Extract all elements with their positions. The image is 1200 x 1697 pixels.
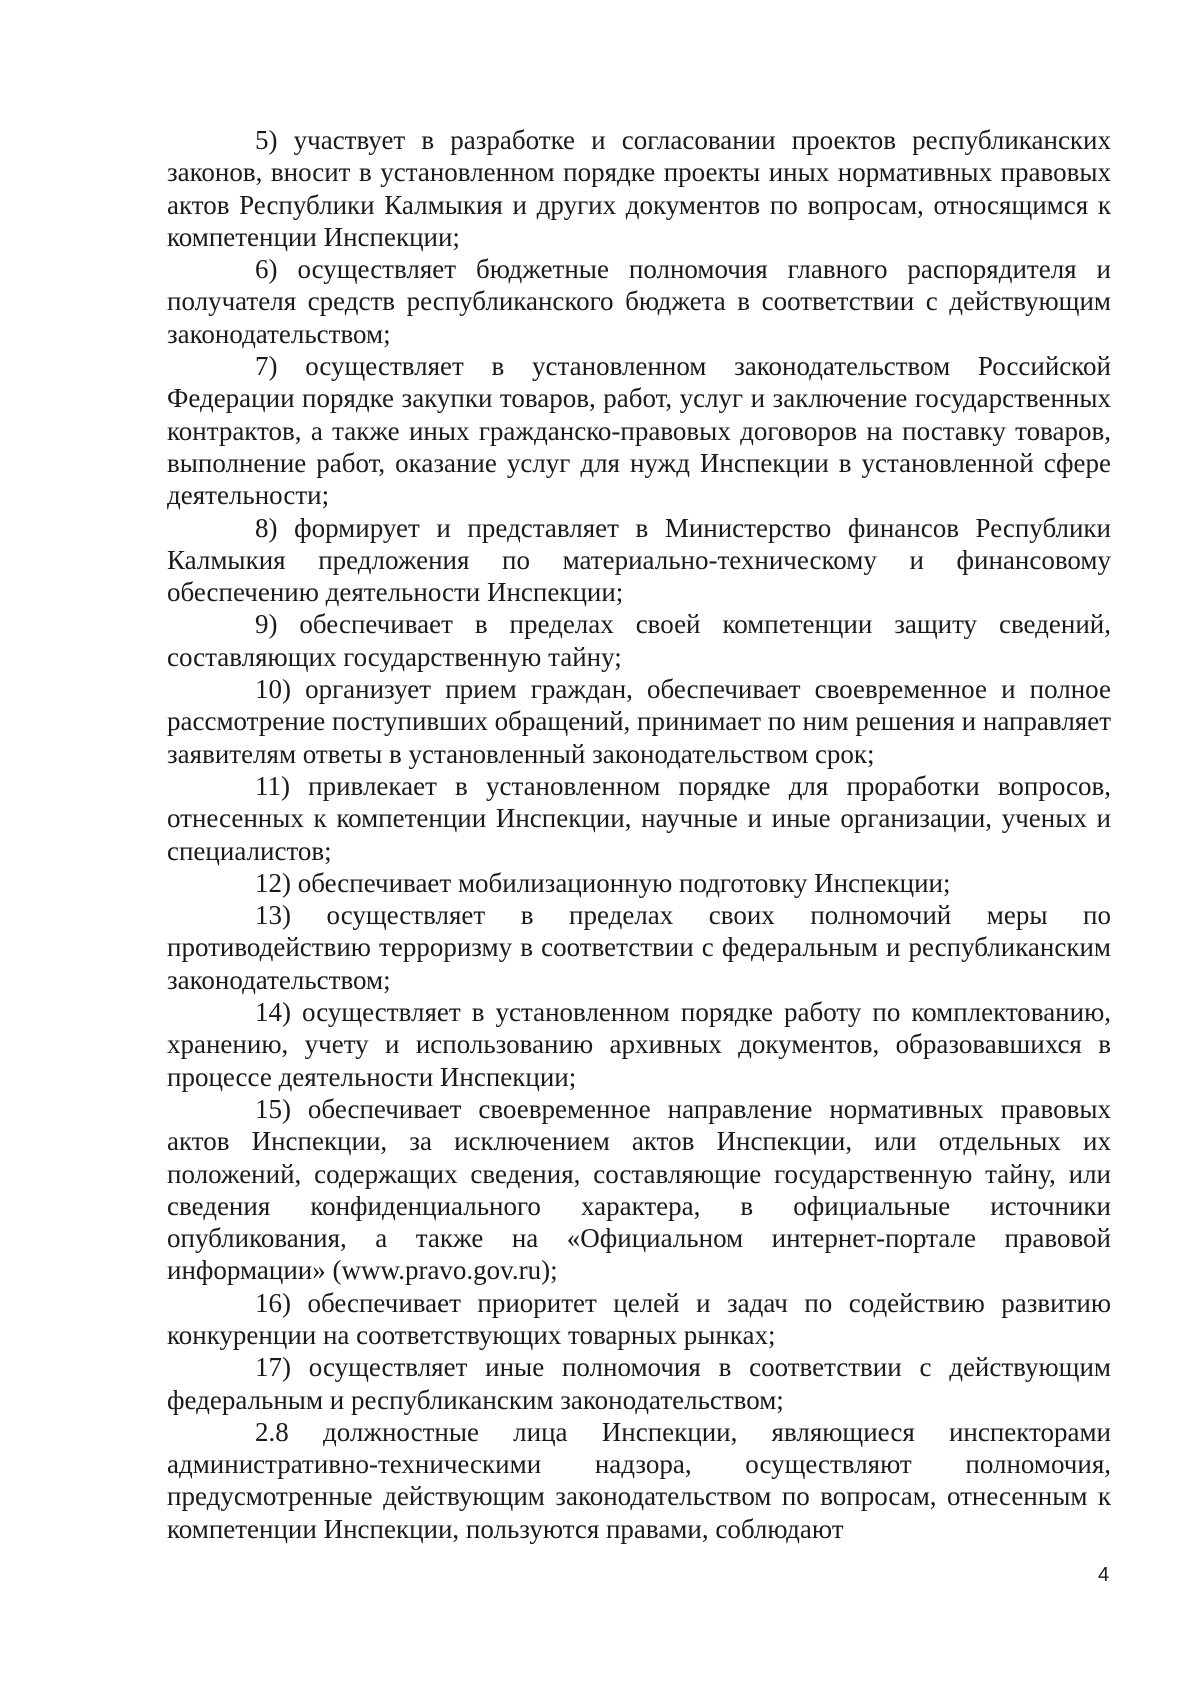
paragraph-item-9: 9) обеспечивает в пределах своей компетенции защиту сведений, составляющих государственную тайну; (167, 609, 1111, 672)
paragraph-item-10: 10) организует прием граждан, обеспечивает своевременное и полное рассмотрение поступивших обращений, принимает по ним решения и направляет заявителям ответы в установленный законодательством срок; (167, 674, 1111, 769)
paragraph-item-15: 15) обеспечивает своевременное направление нормативных правовых актов Инспекции, за исключением актов Инспекции, или отдельных их положений, содержащих сведения, составляющие государственную тайну, или сведения конфиденциального характера, в официальные источники опубликования, а также на «Официальном интернет-портале правовой информации» (www.pravo.gov.ru); (167, 1093, 1111, 1286)
paragraph-section-2-8: 2.8 должностные лица Инспекции, являющиеся инспекторами административно-техническими надзора, осуществляют полномочия, предусмотренные действующим законодательством по вопросам, отнесенным к компетенции Инспекции, пользуются правами, соблюдают (167, 1416, 1111, 1544)
page-number: 4 (1098, 1564, 1110, 1586)
paragraph-item-14: 14) осуществляет в установленном порядке работу по комплектованию, хранению, учету и использованию архивных документов, образовавшихся в процессе деятельности Инспекции; (167, 997, 1111, 1092)
paragraph-item-12: 12) обеспечивает мобилизационную подготовку Инспекции; (255, 867, 951, 898)
document-body (167, 124, 1111, 1545)
paragraph-item-8: 8) формирует и представляет в Министерство финансов Республики Калмыкия предложения по материально-техническому и финансовому обеспечению деятельности Инспекции; (167, 512, 1111, 608)
paragraph-item-11: 11) привлекает в установленном порядке для проработки вопросов, отнесенных к компетенции Инспекции, научные и иные организации, ученых и специалистов; (167, 770, 1111, 866)
paragraph-item-6: 6) осуществляет бюджетные полномочия главного распорядителя и получателя средств республиканского бюджета в соответствии с действующим законодательством; (167, 254, 1111, 349)
paragraph-item-7: 7) осуществляет в установленном законодательством Российской Федерации порядке закупки товаров, работ, услуг и заключение государственных контрактов, а также иных гражданско-правовых договоров на поставку товаров, выполнение работ, оказание услуг для нужд Инспекции в установленной сфере деятельности; (167, 351, 1111, 511)
paragraph-item-13: 13) осуществляет в пределах своих полномочий меры по противодействию терроризму в соответствии с федеральным и республиканским законодательством; (167, 900, 1111, 995)
paragraph-item-16: 16) обеспечивает приоритет целей и задач по содействию развитию конкуренции на соответствующих товарных рынках; (167, 1287, 1111, 1350)
paragraph-item-5: 5) участвует в разработке и согласовании проектов республиканских законов, вносит в установленном порядке проекты иных нормативных правовых актов Республики Калмыкия и других документов по вопросам, относящимся к компетенции Инспекции; (167, 125, 1111, 252)
paragraph-item-17: 17) осуществляет иные полномочия в соответствии с действующим федеральным и республиканским законодательством; (167, 1352, 1111, 1415)
